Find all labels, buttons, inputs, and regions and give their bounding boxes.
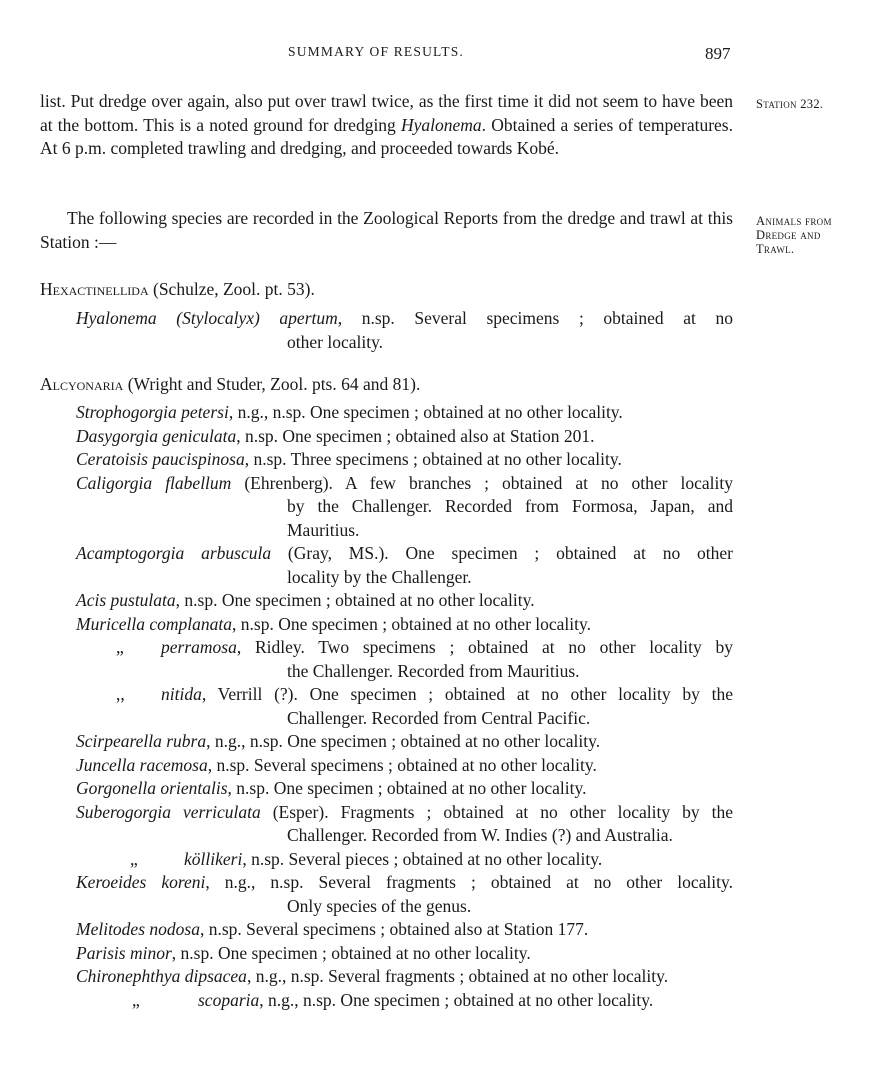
- species-name: Scirpearella rubra: [76, 731, 207, 751]
- paragraph-text: list. Put dredge over again, also put over trawl twice, as the first time it did not seem to have been at the bottom. This is a noted ground for dredging: [40, 91, 733, 135]
- species-first-line: [76, 777, 733, 801]
- species-continuation: Only species of the genus.: [287, 895, 472, 916]
- species-first-line: [76, 918, 733, 942]
- species-desc: , n.sp. Several specimens ; obtained at no: [337, 308, 734, 328]
- species-desc: (Esper). Fragments ; obtained at no other locality by the: [260, 801, 734, 822]
- species-name: köllikeri: [184, 848, 243, 869]
- species-name: Strophogorgia petersi: [76, 402, 229, 422]
- species-name: Ceratoisis paucispinosa: [76, 449, 245, 469]
- group-name: Alcyonaria: [40, 374, 124, 394]
- species-first-line: [76, 989, 733, 1013]
- species-name: nitida: [161, 684, 202, 704]
- species-first-line: [76, 754, 733, 778]
- species-name: Parisis minor: [76, 942, 172, 963]
- species-entry: [76, 730, 733, 754]
- species-first-line: [76, 730, 733, 754]
- species-entry: [76, 425, 733, 449]
- species-entry: [76, 942, 733, 966]
- page-number: 897: [705, 44, 731, 63]
- ditto-mark: „: [116, 637, 124, 657]
- margin-note-animals: Animals from Dredge and Trawl.: [756, 214, 832, 256]
- species-continuation: other locality.: [287, 331, 384, 352]
- species-first-line: [76, 871, 733, 895]
- species-name: Keroeides koreni: [76, 872, 206, 892]
- species-desc: , n.sp. One specimen ; obtained at no other locality.: [232, 613, 591, 634]
- species-entry: [76, 989, 733, 1013]
- species-first-line: [76, 613, 733, 637]
- species-entry: [76, 918, 733, 942]
- species-desc: , n.sp. Several specimens ; obtained at no other locality.: [207, 754, 597, 775]
- species-name: Gorgonella orientalis: [76, 778, 228, 798]
- species-continuation: the Challenger. Recorded from Mauritius.: [287, 660, 580, 681]
- species-name: Acis pustulata: [76, 590, 176, 610]
- species-first-line: [76, 589, 733, 613]
- species-desc: , n.sp. Several specimens ; obtained also at Station 177.: [199, 919, 589, 939]
- species-desc: , n.g., n.sp. Several fragments ; obtained at no other locality.: [246, 966, 669, 986]
- species-desc: , n.sp. One specimen ; obtained also at Station 201.: [236, 425, 595, 446]
- species-desc: , Verrill (?). One specimen ; obtained at no other locality by the: [201, 684, 733, 704]
- species-entry: [76, 777, 733, 801]
- species-entry: [76, 613, 733, 637]
- species-continuation: locality by the Challenger.: [287, 566, 472, 587]
- species-desc: , n.g., n.sp. One specimen ; obtained at no other locality.: [206, 731, 601, 751]
- species-entry: [76, 848, 733, 872]
- header-title: SUMMARY OF RESULTS.: [288, 44, 464, 59]
- species-desc: , n.g., n.sp. Several fragments ; obtained at no other locality.: [205, 872, 733, 892]
- species-entry: [76, 401, 733, 425]
- species-name: Caligorgia flabellum: [76, 472, 232, 493]
- species-list-hexactinellida: [76, 307, 733, 354]
- species-entry: [76, 965, 733, 989]
- species-desc: , n.sp. One specimen ; obtained at no other locality.: [227, 778, 587, 798]
- species-first-line: [76, 636, 733, 660]
- species-desc: (Ehrenberg). A few branches ; obtained at no other locality: [231, 472, 733, 493]
- species-name: perramosa: [161, 637, 237, 657]
- species-desc: , n.g., n.sp. One specimen ; obtained at no other locality.: [259, 989, 654, 1010]
- species-desc: , n.sp. Three specimens ; obtained at no other locality.: [244, 449, 622, 469]
- group-reference: (Wright and Studer, Zool. pts. 64 and 81).: [123, 374, 421, 394]
- species-name: Dasygorgia geniculata: [76, 425, 237, 446]
- species-first-line: [76, 801, 733, 825]
- species-entry: [76, 307, 733, 354]
- species-entry: [76, 448, 733, 472]
- species-continuation: Challenger. Recorded from W. Indies (?) and Australia.: [287, 825, 673, 845]
- species-desc: (Gray, MS.). One specimen ; obtained at no other: [271, 543, 733, 563]
- paragraph-text: . Obtained a series of temperatures. At 6 p.m. completed trawling and dredging, and proceeded towards Kobé.: [40, 114, 733, 158]
- group-name: Hexactinellida: [40, 279, 149, 299]
- margin-note-station: Station 232.: [756, 97, 824, 111]
- species-entry: [76, 871, 733, 918]
- species-desc: , Ridley. Two specimens ; obtained at no other locality by: [236, 637, 733, 657]
- genus-name: Hyalonema: [400, 114, 482, 135]
- species-name: Suberogorgia verriculata: [76, 801, 261, 822]
- ditto-mark: „: [132, 989, 140, 1010]
- species-entry: [76, 801, 733, 848]
- ditto-mark: ,,: [116, 684, 125, 704]
- species-first-line: [76, 942, 733, 966]
- species-name: Juncella racemosa: [76, 754, 208, 775]
- species-entry: [76, 472, 733, 543]
- species-entry: [76, 683, 733, 730]
- species-first-line: [76, 448, 733, 472]
- species-name: Melitodes nodosa: [76, 919, 200, 939]
- paragraph-species-intro: The following species are recorded in the Zoological Reports from the dredge and trawl at this Station :—: [40, 208, 733, 252]
- group-heading-hexactinellida: [40, 278, 315, 302]
- species-name: Acamptogorgia arbuscula: [76, 543, 272, 563]
- species-name: scoparia: [198, 989, 260, 1010]
- species-first-line: [76, 848, 733, 872]
- species-first-line: [76, 472, 733, 496]
- ditto-mark: „: [130, 848, 138, 869]
- species-list-alcyonaria: [76, 401, 733, 1012]
- species-first-line: [76, 965, 733, 989]
- species-desc: , n.sp. One specimen ; obtained at no other locality.: [171, 942, 531, 963]
- species-name: Muricella complanata: [76, 613, 233, 634]
- group-reference: (Schulze, Zool. pt. 53).: [148, 279, 315, 299]
- species-entry: [76, 589, 733, 613]
- species-first-line: [76, 401, 733, 425]
- species-first-line: [76, 683, 733, 707]
- species-desc: , n.g., n.sp. One specimen ; obtained at no other locality.: [228, 402, 623, 422]
- species-name: Hyalonema (Stylocalyx) apertum: [76, 308, 338, 328]
- species-entry: [76, 542, 733, 589]
- paragraph-voyage-log: [40, 90, 733, 161]
- species-desc: , n.sp. One specimen ; obtained at no other locality.: [175, 590, 535, 610]
- species-first-line: [76, 425, 733, 449]
- species-first-line: [76, 542, 733, 566]
- species-entry: [76, 636, 733, 683]
- species-continuation: Challenger. Recorded from Central Pacific.: [287, 707, 591, 728]
- species-entry: [76, 754, 733, 778]
- species-name: Chironephthya dipsacea: [76, 966, 247, 986]
- species-continuation: by the Challenger. Recorded from Formosa, Japan, and Mauritius.: [287, 496, 733, 540]
- species-desc: , n.sp. Several pieces ; obtained at no other locality.: [242, 848, 603, 869]
- group-heading-alcyonaria: [40, 373, 420, 397]
- species-first-line: [76, 307, 733, 331]
